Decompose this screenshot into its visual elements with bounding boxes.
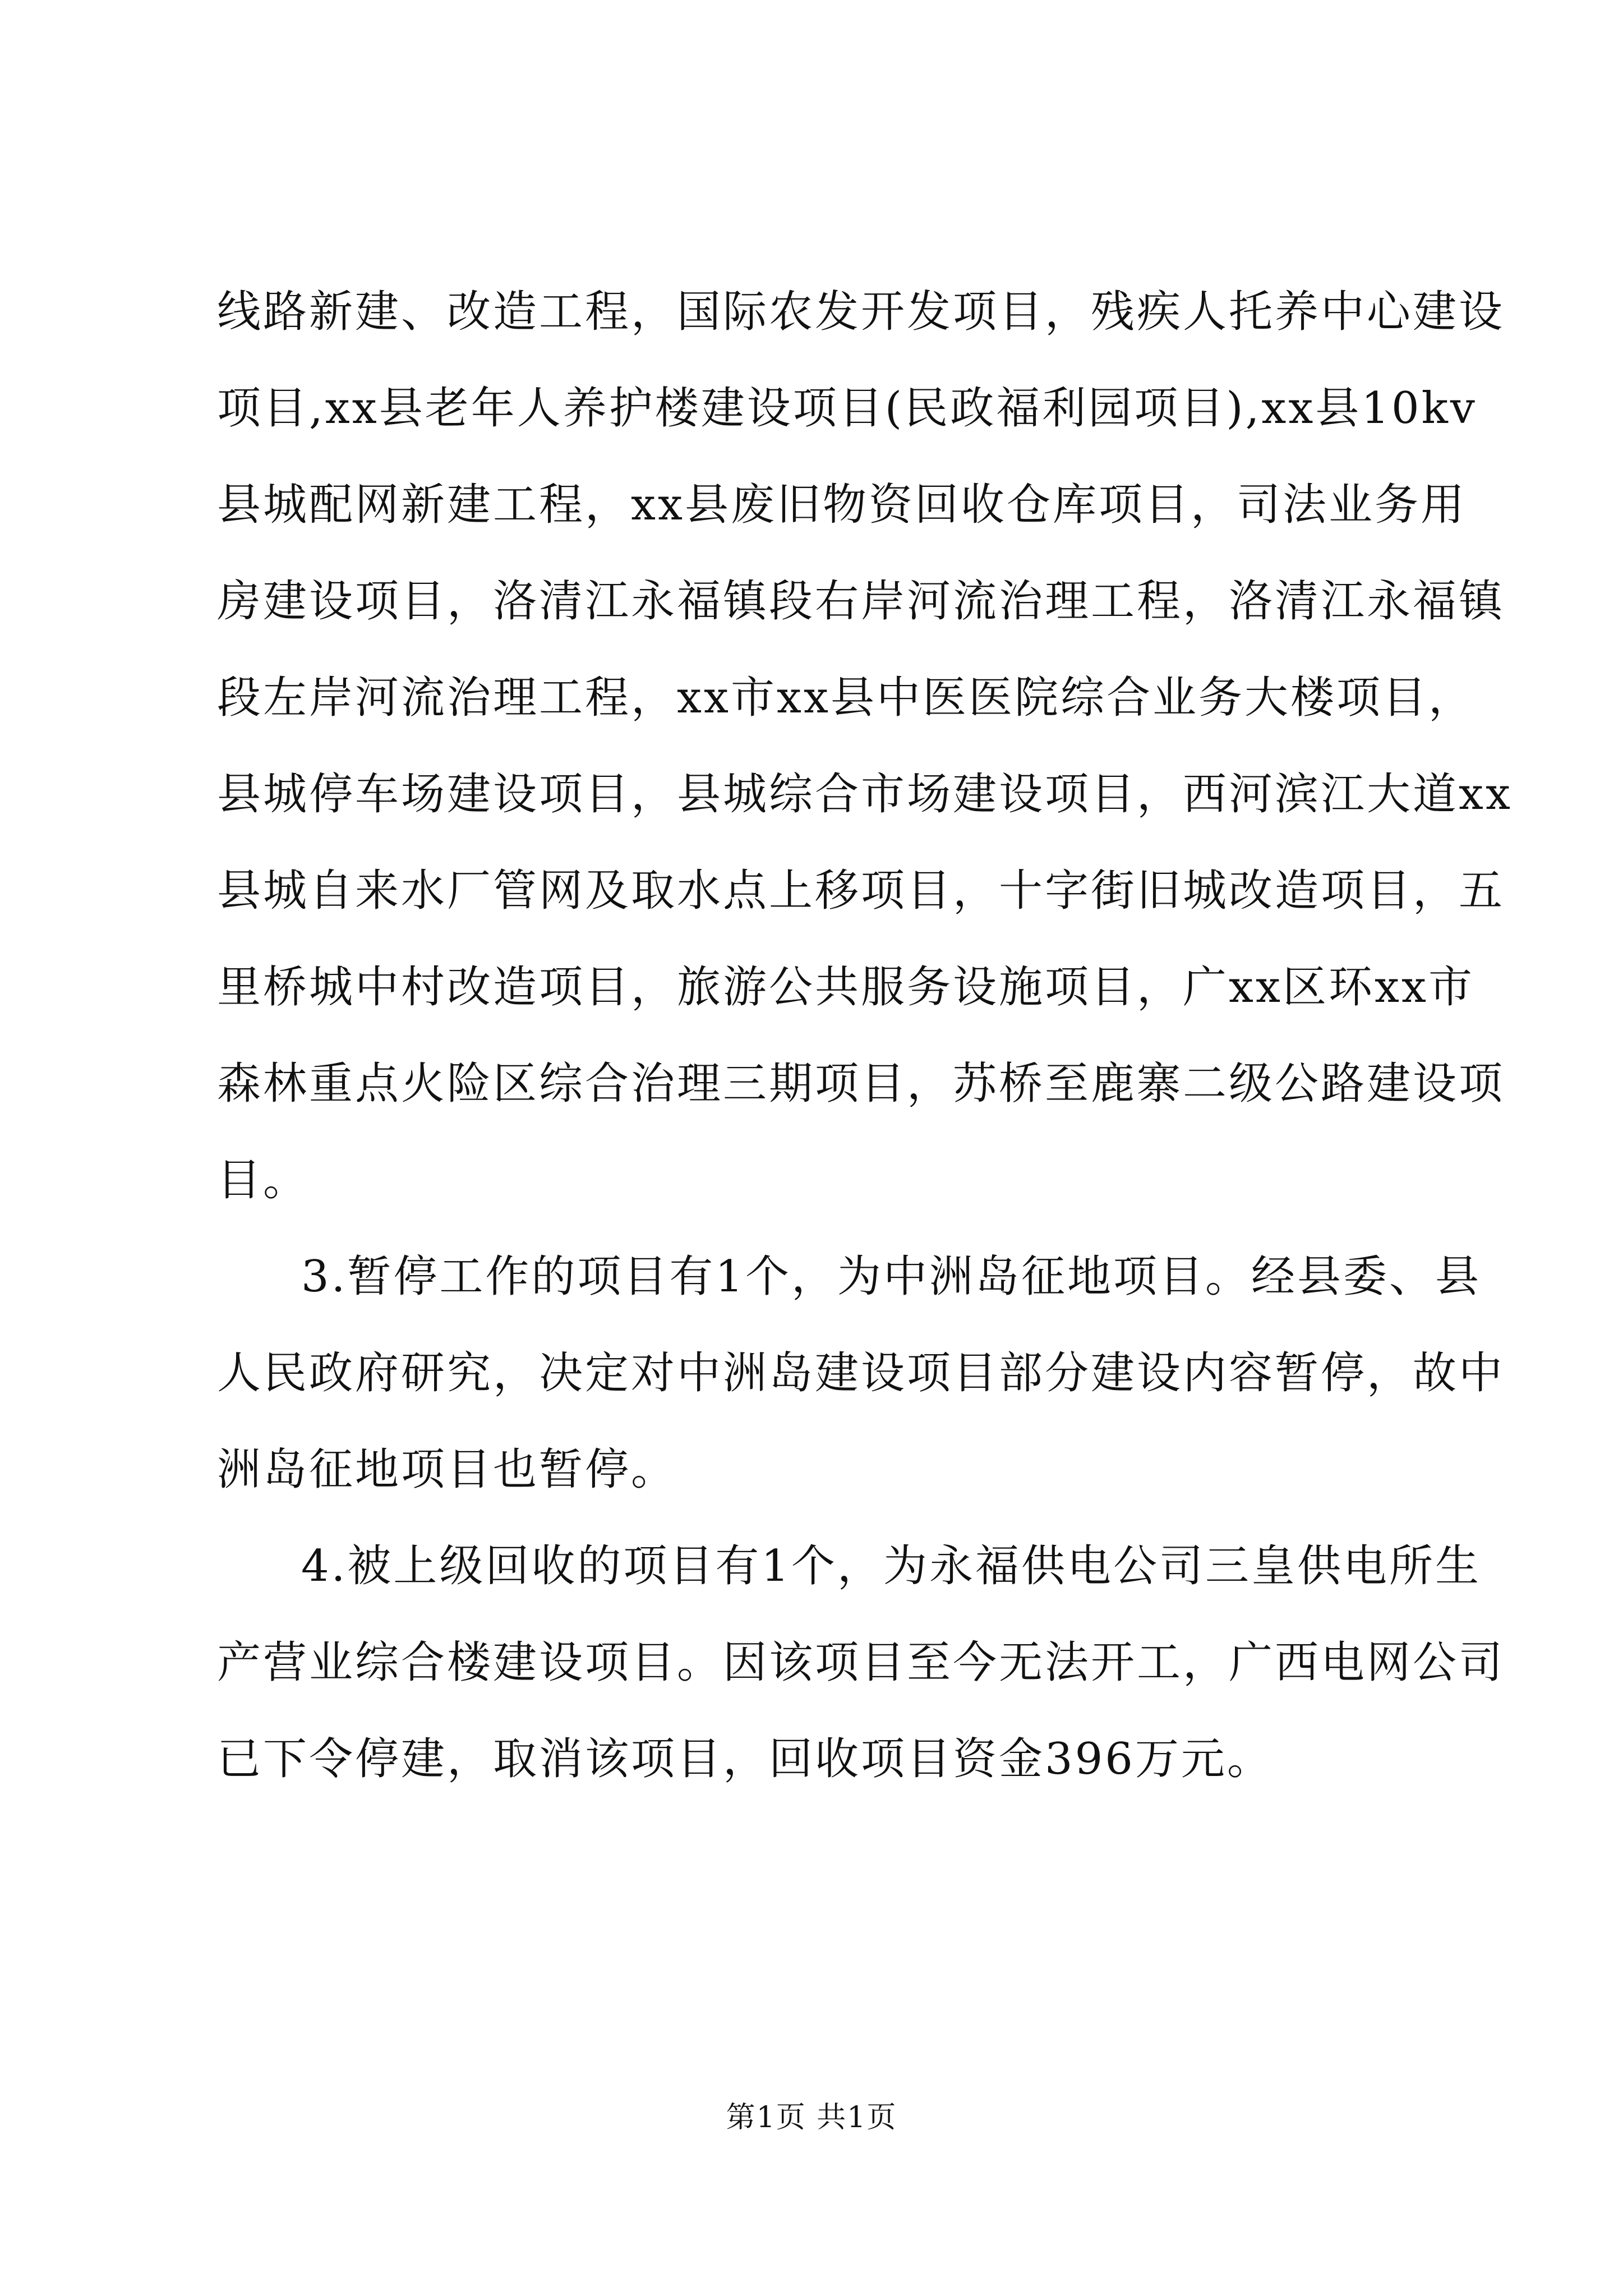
text-line: 县城自来水厂管网及取水点上移项目，十字街旧城改造项目，五 — [217, 866, 1505, 916]
text-line: 人民政府研究，决定对中洲岛建设项目部分建设内容暂停，故中 — [217, 1348, 1505, 1398]
text-line: 县城配网新建工程，xx县废旧物资回收仓库项目，司法业务用 — [217, 480, 1467, 530]
text-line: 里桥城中村改造项目，旅游公共服务设施项目，广xx区环xx市 — [217, 962, 1474, 1013]
paragraph-3-first-line: 3.暂停工作的项目有1个，为中洲岛征地项目。经县委、县 — [301, 1251, 1482, 1302]
text-line: 森林重点火险区综合治理三期项目，苏桥至鹿寨二级公路建设项 — [217, 1059, 1505, 1109]
text-line: 目。 — [217, 1155, 310, 1205]
text-line: 县城停车场建设项目，县城综合市场建设项目，西河滨江大道xx — [217, 769, 1513, 820]
text-line: 段左岸河流治理工程，xx市xx县中医医院综合业务大楼项目， — [217, 673, 1474, 723]
text-line: 房建设项目，洛清江永福镇段右岸河流治理工程，洛清江永福镇 — [217, 576, 1505, 627]
text-line: 线路新建、改造工程，国际农发开发项目，残疾人托养中心建设 — [217, 287, 1505, 337]
text-line: 已下令停建，取消该项目，回收项目资金396万元。 — [217, 1734, 1273, 1784]
document-body — [217, 264, 1513, 1807]
paragraph-4-first-line: 4.被上级回收的项目有1个，为永福供电公司三皇供电所生 — [301, 1541, 1482, 1591]
text-line: 洲岛征地项目也暂停。 — [217, 1444, 677, 1495]
text-line: 产营业综合楼建设项目。因该项目至今无法开工，广西电网公司 — [217, 1637, 1505, 1688]
text-line: 项目,xx县老年人养护楼建设项目(民政福利园项目),xx县10kv — [217, 383, 1477, 434]
page-number-footer: 第1页 共1页 — [726, 2101, 897, 2134]
